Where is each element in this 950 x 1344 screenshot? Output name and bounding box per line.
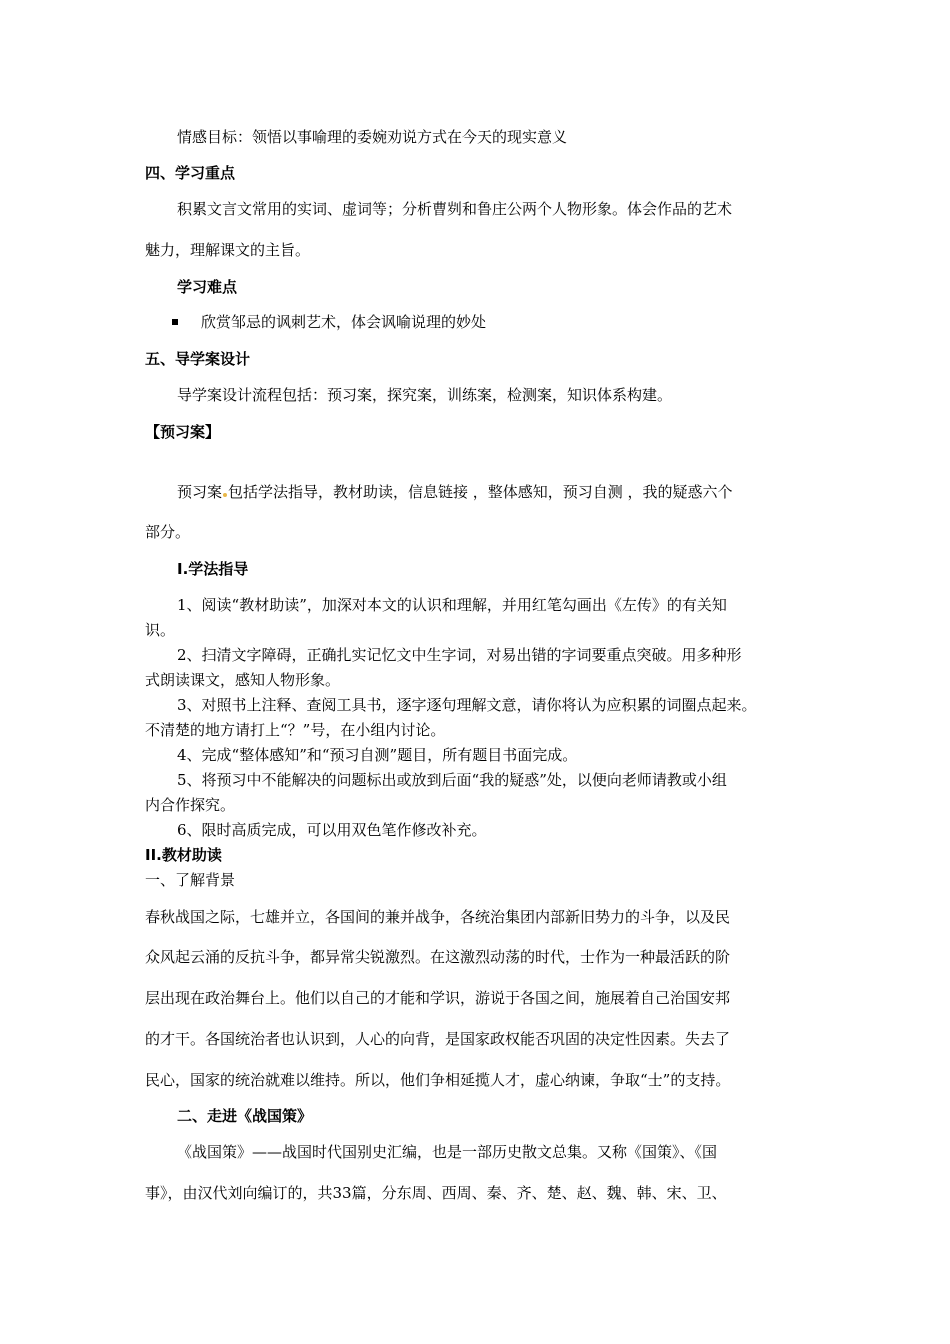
key-points-line-1: 积累文言文常用的实词、虚词等；分析曹刿和鲁庄公两个人物形象。体会作品的艺术 [177, 200, 733, 218]
difficulty-heading: 学习难点 [177, 278, 238, 296]
background-line-4: 的才干。各国统治者也认识到，人心的向背，是国家政权能否巩固的决定性因素。失去了 [145, 1030, 731, 1048]
section-5-heading: 五、导学案设计 [145, 350, 251, 368]
background-line-5: 民心，国家的统治就难以维持。所以，他们争相延揽人才，虚心纳谏，争取“士”的支持。 [145, 1071, 731, 1089]
method-4: 4、完成“整体感知”和“预习自测”题目，所有题目书面完成。 [177, 746, 578, 764]
textbook-heading: II.教材助读 [145, 846, 222, 864]
design-text: 导学案设计流程包括：预习案，探究案，训练案，检测案，知识体系构建。 [177, 386, 673, 404]
method-heading: I.学法指导 [177, 560, 249, 578]
method-2a: 2、扫清文字障碍，正确扎实记忆文中生字词，对易出错的字词要重点突破。用多种形 [177, 646, 742, 664]
method-6: 6、限时高质完成，可以用双色笔作修改补充。 [177, 821, 487, 839]
preview-heading: 【预习案】 [145, 423, 221, 441]
goal-emotion-text: 情感目标：领悟以事喻理的委婉劝说方式在今天的现实意义 [177, 128, 568, 146]
background-line-3: 层出现在政治舞台上。他们以自己的才能和学识，游说于各国之间，施展着自己治国安邦 [145, 989, 731, 1007]
method-1b: 识。 [145, 621, 176, 639]
zgc-line-1: 《战国策》——战国时代国别史汇编，也是一部历史散文总集。又称《国策》、《国 [177, 1143, 718, 1161]
preview-line-1b: 包括学法指导，教材助读，信息链接 ，整体感知，预习自测 ，我的疑惑六个 [228, 483, 733, 501]
section-4-heading: 四、学习重点 [145, 164, 236, 182]
method-5b: 内合作探究。 [145, 796, 236, 814]
method-1a: 1、阅读“教材助读”，加深对本文的认识和理解，并用红笔勾画出《左传》的有关知 [177, 596, 727, 614]
difficulty-item: 欣赏邹忌的讽刺艺术，体会讽喻说理的妙处 [201, 313, 487, 331]
key-points-line-2: 魅力，理解课文的主旨。 [145, 241, 311, 259]
preview-line-2: 部分。 [145, 523, 191, 541]
background-line-2: 众风起云涌的反抗斗争，都异常尖锐激烈。在这激烈动荡的时代，士作为一种最活跃的阶 [145, 948, 731, 966]
zgc-heading: 二、走进《战国策》 [177, 1107, 313, 1125]
method-3b: 不清楚的地方请打上“？”号，在小组内讨论。 [145, 721, 446, 739]
anchor-mark-icon [223, 493, 227, 497]
zgc-line-2: 事》，由汉代刘向编订的，共33篇，分东周、西周、秦、齐、楚、赵、魏、韩、宋、卫、 [145, 1184, 727, 1202]
background-line-1: 春秋战国之际，七雄并立，各国间的兼并战争，各统治集团内部新旧势力的斗争，以及民 [145, 908, 731, 926]
preview-line-1a: 预习案 [177, 483, 223, 501]
preview-line-1 [177, 482, 733, 502]
method-3a: 3、对照书上注释、查阅工具书，逐字逐句理解文意，请你将认为应积累的词圈点起来。 [177, 696, 757, 714]
bullet-icon [172, 319, 178, 325]
method-2b: 式朗读课文，感知人物形象。 [145, 671, 341, 689]
background-heading: 一、了解背景 [145, 871, 236, 889]
method-5a: 5、将预习中不能解决的问题标出或放到后面“我的疑惑”处，以便向老师请教或小组 [177, 771, 727, 789]
